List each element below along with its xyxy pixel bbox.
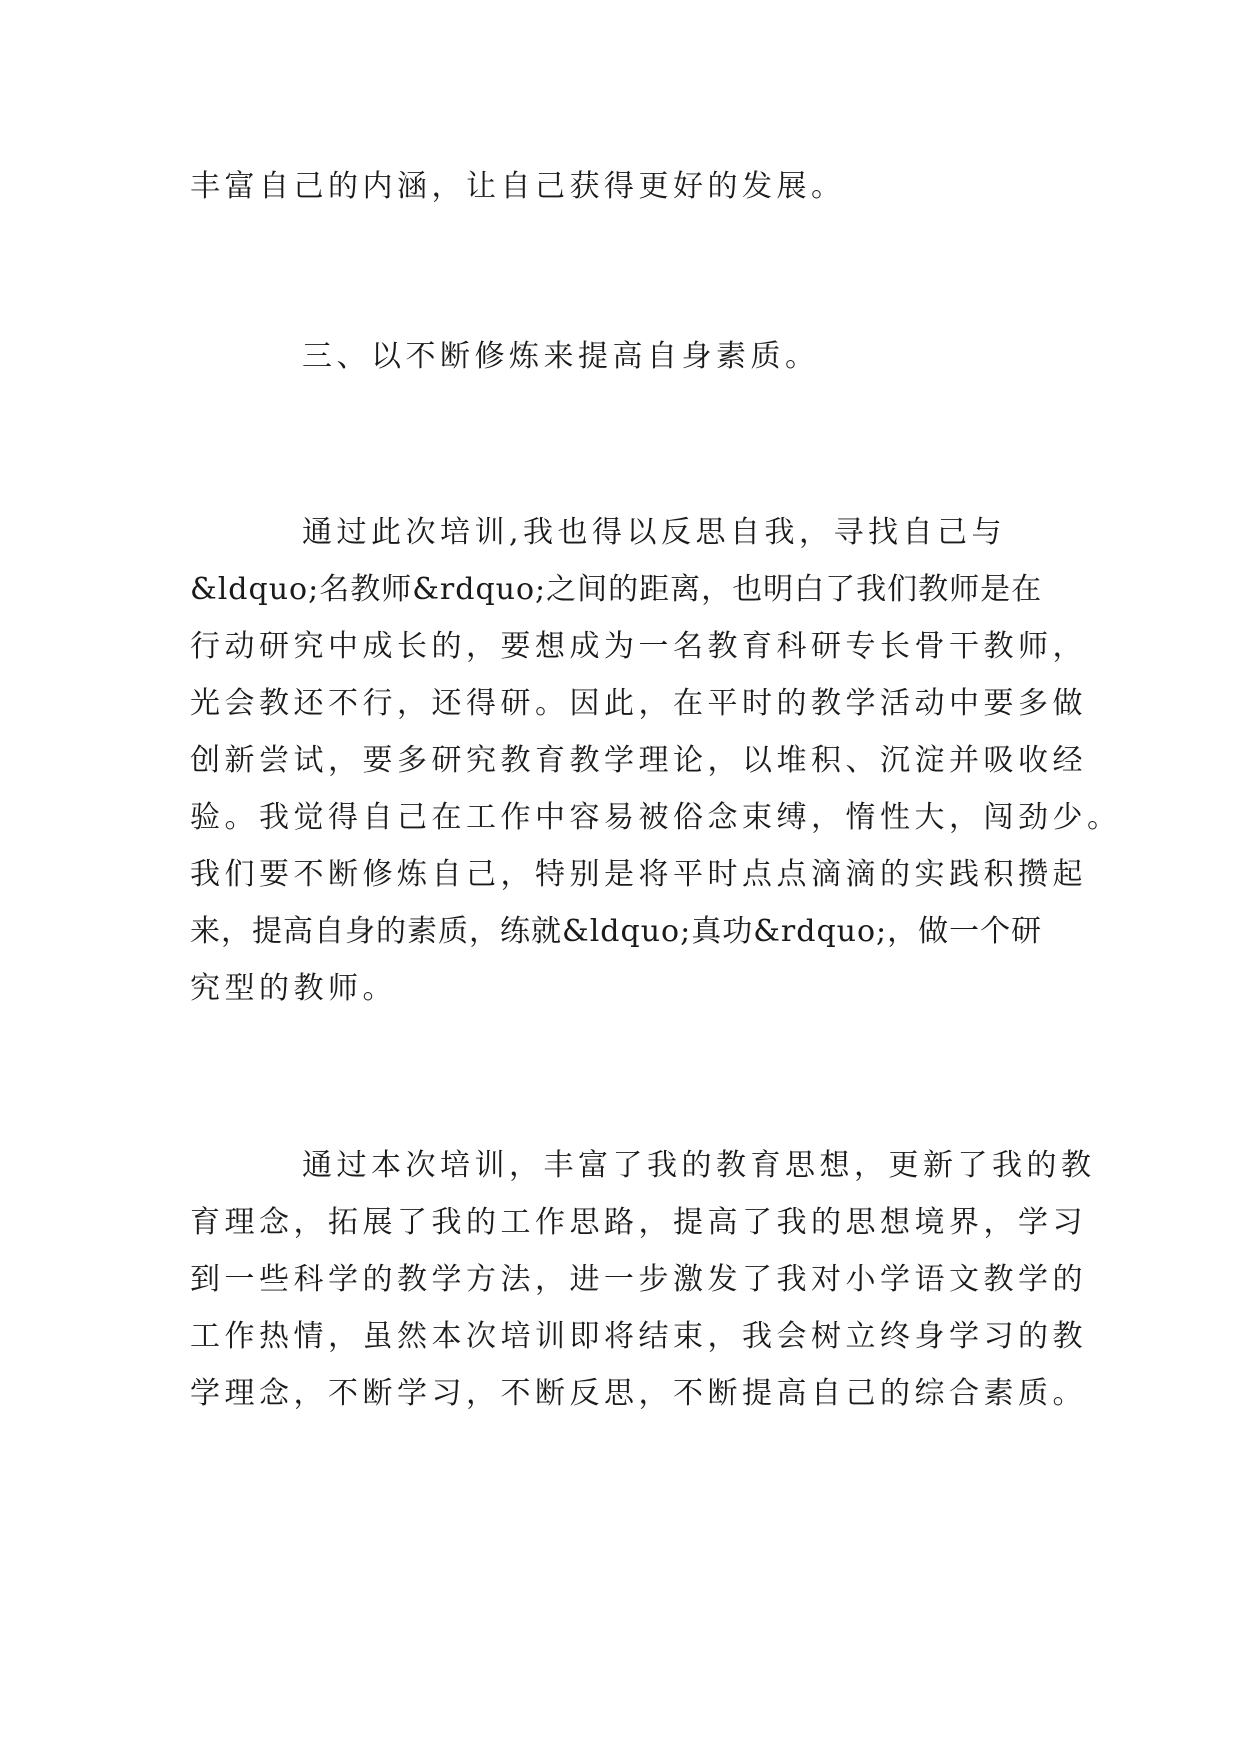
paragraph-line: 验。我觉得自己在工作中容易被俗念束缚，惰性大，闯劲少。 (190, 800, 1122, 835)
paragraph-line: 丰富自己的内涵，让自己获得更好的发展。 (190, 169, 846, 204)
paragraph-line: 光会教还不行，还得研。因此，在平时的教学活动中要多做 (190, 686, 1087, 721)
paragraph-line: 到一些科学的教学方法，进一步激发了我对小学语文教学的 (190, 1262, 1087, 1297)
paragraph-line: 来，提高自身的素质，练就&ldquo;真功&rdquo;，做一个研 (190, 914, 1043, 949)
section-heading: 三、以不断修炼来提高自身素质。 (302, 339, 820, 374)
paragraph-line: 我们要不断修炼自己，特别是将平时点点滴滴的实践积攒起 (190, 857, 1087, 892)
paragraph-line: 工作热情，虽然本次培训即将结束，我会树立终身学习的教 (190, 1319, 1087, 1354)
paragraph-line: 通过此次培训,我也得以反思自我，寻找自己与 (302, 515, 1007, 550)
paragraph-line: 育理念，拓展了我的工作思路，提高了我的思想境界，学习 (190, 1205, 1087, 1240)
paragraph-line: &ldquo;名教师&rdquo;之间的距离，也明白了我们教师是在 (190, 572, 1043, 607)
paragraph-line: 创新尝试，要多研究教育教学理论，以堆积、沉淀并吸收经 (190, 743, 1087, 778)
paragraph-line: 究型的教师。 (190, 971, 397, 1006)
paragraph-line: 通过本次培训，丰富了我的教育思想，更新了我的教 (302, 1148, 1096, 1183)
paragraph-line: 行动研究中成长的，要想成为一名教育科研专长骨干教师， (190, 629, 1087, 664)
paragraph-line: 学理念，不断学习，不断反思，不断提高自己的综合素质。 (190, 1376, 1087, 1411)
